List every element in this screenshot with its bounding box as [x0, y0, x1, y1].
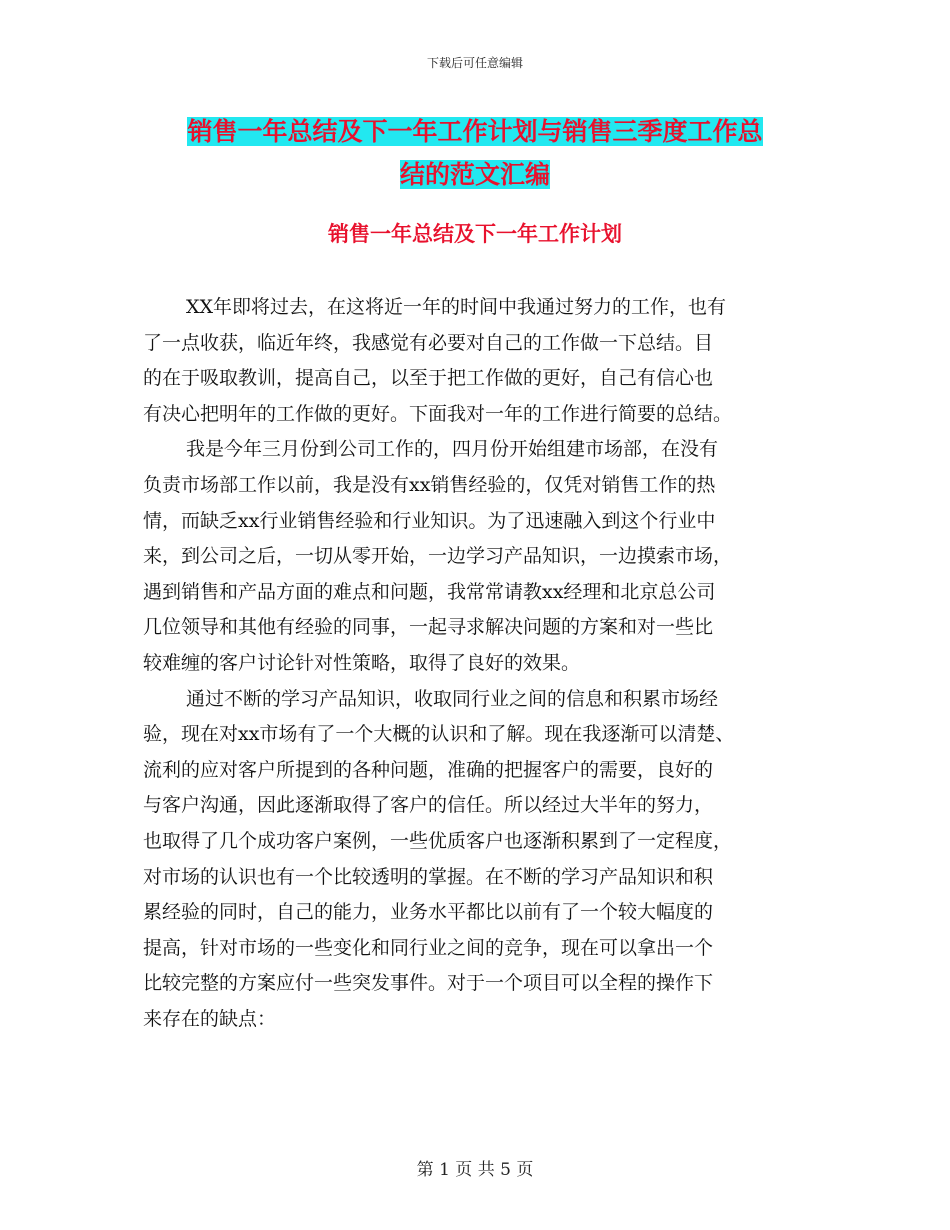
paragraph-2	[143, 432, 813, 681]
paragraph-line: 了一点收获，临近年终，我感觉有必要对自己的工作做一下总结。目	[143, 331, 714, 354]
paragraph-line: 负责市场部工作以前，我是没有xx销售经验的，仅凭对销售工作的热	[143, 473, 716, 496]
document-body	[143, 290, 813, 1037]
paragraph-line: 有决心把明年的工作做的更好。下面我对一年的工作进行简要的总结。	[143, 402, 733, 425]
paragraph-line: 来，到公司之后，一切从零开始，一边学习产品知识，一边摸索市场，	[143, 545, 733, 568]
paragraph-line: 的在于吸取教训，提高自己，以至于把工作做的更好，自己有信心也	[143, 367, 714, 390]
document-title	[130, 110, 820, 196]
paragraph-line: 提高，针对市场的一些变化和同行业之间的竞争，现在可以拿出一个	[143, 936, 714, 959]
paragraph-3	[143, 682, 813, 1038]
paragraph-line: 流利的应对客户所提到的各种问题，准确的把握客户的需要，良好的	[143, 758, 714, 781]
paragraph-line: 通过不断的学习产品知识，收取同行业之间的信息和积累市场经	[186, 687, 719, 710]
paragraph-line: 遇到销售和产品方面的难点和问题，我常常请教xx经理和北京总公司	[143, 580, 716, 603]
paragraph-line: 来存在的缺点：	[143, 1007, 277, 1030]
paragraph-line: 我是今年三月份到公司工作的，四月份开始组建市场部，在没有	[186, 438, 719, 461]
paragraph-line: 累经验的同时，自己的能力，业务水平都比以前有了一个较大幅度的	[143, 901, 714, 924]
document-title-line-1: 销售一年总结及下一年工作计划与销售三季度工作总	[187, 117, 763, 146]
section-title: 销售一年总结及下一年工作计划	[328, 222, 622, 246]
document-title-line-2: 结的范文汇编	[399, 160, 550, 189]
paragraph-line: 比较完整的方案应付一些突发事件。对于一个项目可以全程的操作下	[143, 972, 714, 995]
paragraph-1	[143, 290, 813, 432]
page-number-footer: 第 1 页 共 5 页	[416, 1160, 534, 1180]
paragraph-line: 也取得了几个成功客户案例，一些优质客户也逐渐积累到了一定程度，	[143, 829, 733, 852]
paragraph-line: 与客户沟通，因此逐渐取得了客户的信任。所以经过大半年的努力，	[143, 794, 714, 817]
paragraph-line: 几位领导和其他有经验的同事，一起寻求解决问题的方案和对一些比	[143, 616, 714, 639]
page-header-note: 下载后可任意编辑	[426, 56, 523, 70]
paragraph-line: XX年即将过去，在这将近一年的时间中我通过努力的工作，也有	[186, 296, 727, 318]
paragraph-line: 情，而缺乏xx行业销售经验和行业知识。为了迅速融入到这个行业中	[143, 509, 716, 532]
paragraph-line: 验，现在对xx市场有了一个大概的认识和了解。现在我逐渐可以清楚、	[143, 723, 735, 746]
paragraph-line: 较难缠的客户讨论针对性策略，取得了良好的效果。	[143, 651, 581, 674]
paragraph-line: 对市场的认识也有一个比较透明的掌握。在不断的学习产品知识和积	[143, 865, 714, 888]
